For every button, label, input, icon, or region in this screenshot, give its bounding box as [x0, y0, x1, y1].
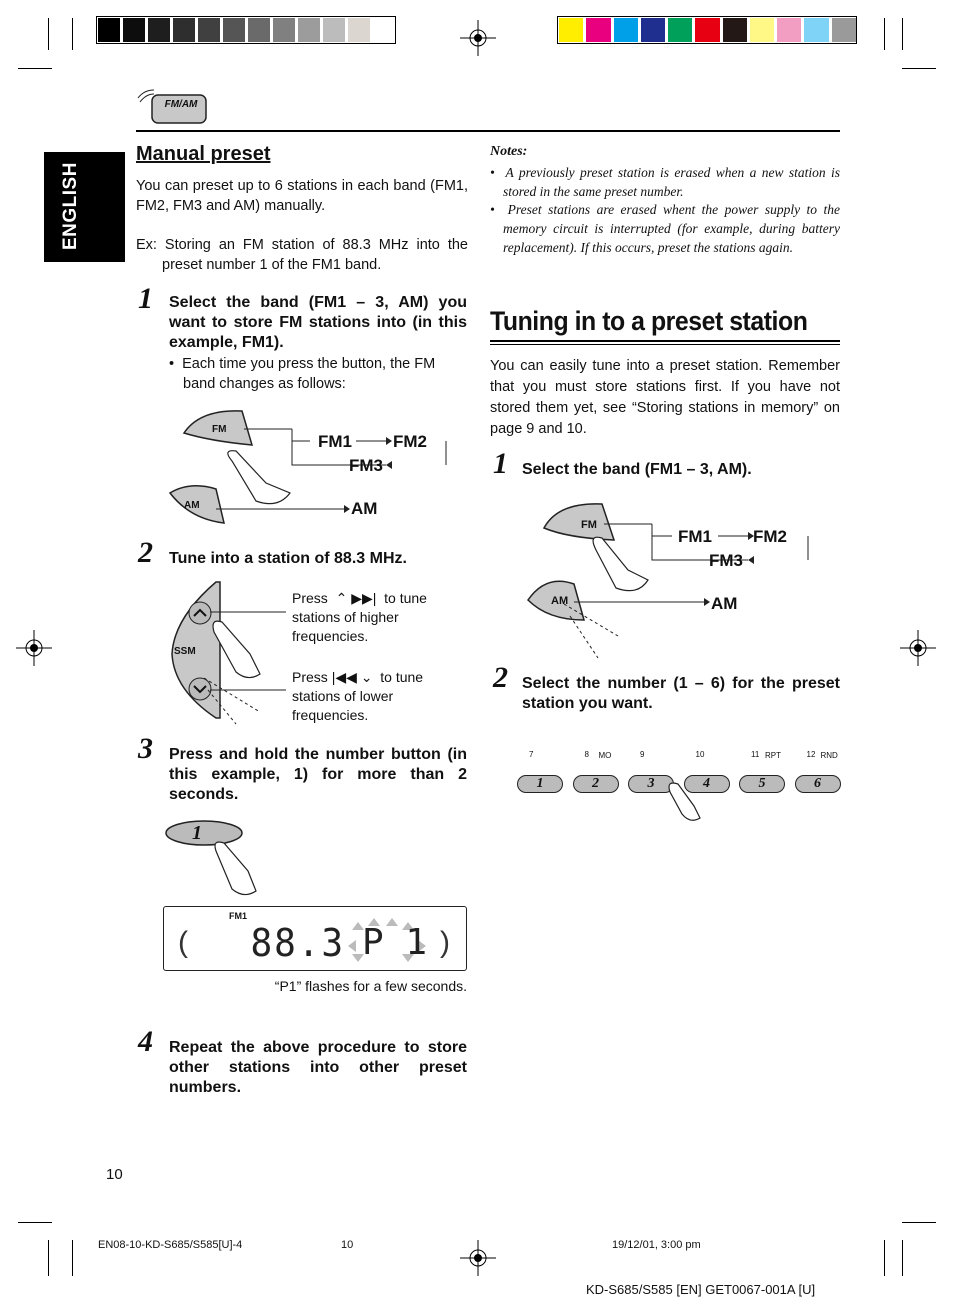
step-1-text: Select the band (FM1 – 3, AM) you want to store FM stations into (in this example, FM1). — [169, 294, 467, 351]
crop-mark — [902, 68, 936, 69]
crop-mark — [18, 68, 52, 69]
tuning-preset-title: Tuning in to a preset station — [490, 306, 808, 336]
crop-mark — [72, 1240, 73, 1276]
color-swatch — [248, 18, 270, 42]
crop-mark — [902, 1222, 936, 1223]
key-secondary-number: 10 — [695, 750, 705, 759]
lower-frequencies-label: stations of lower frequencies. — [292, 688, 394, 723]
key-secondary-number: 8 — [584, 750, 589, 759]
press-label: Press — [292, 669, 328, 685]
step-number: 1 — [138, 282, 153, 315]
preset-key-2[interactable]: 2 — [573, 775, 619, 793]
step-4-text: Repeat the above procedure to store other stations into other preset numbers. — [169, 1039, 467, 1096]
preset-key-3[interactable]: 3 — [628, 775, 674, 793]
key-secondary-number: 12 — [806, 750, 816, 759]
color-swatch — [614, 18, 638, 42]
right-step-1-text: Select the band (FM1 – 3, AM). — [522, 461, 752, 478]
color-swatch — [273, 18, 295, 42]
press-up-caption — [292, 589, 468, 646]
title-rule — [490, 344, 840, 345]
color-swatch — [695, 18, 719, 42]
color-swatch — [348, 18, 370, 42]
fm1-label: FM1 — [318, 432, 352, 451]
registration-mark — [900, 630, 936, 666]
language-label: ENGLISH — [60, 162, 81, 250]
crop-mark — [884, 18, 885, 50]
preset-key-4[interactable]: 4 — [684, 775, 730, 793]
bullet-text: Each time you press the button, the FM band changes as follows: — [182, 356, 436, 392]
step-number: 4 — [138, 1025, 153, 1058]
ssm-label: SSM — [174, 646, 196, 657]
crop-mark — [48, 18, 49, 50]
tuning-preset-intro: You can easily tune into a preset station. Remember that you must store stations first. If you have not stored them yet, see “Storing stations in memory” on page 9 and 10. — [490, 358, 840, 437]
am-button-label: AM — [551, 595, 569, 607]
am-label: AM — [351, 499, 378, 518]
lcd-frequency: 88.3 — [250, 921, 346, 965]
fm-button-label: FM — [581, 519, 597, 531]
lcd-left-bracket-icon: ( — [178, 926, 188, 959]
fm3-label: FM3 — [349, 456, 383, 475]
step-number: 1 — [493, 447, 508, 480]
footer-file: EN08-10-KD-S685/S585[U]-4 — [98, 1239, 243, 1251]
registration-mark — [16, 630, 52, 666]
color-swatch — [804, 18, 828, 42]
note-item: • Preset stations are erased whent the power supply to the memory circuit is interrupted (for example, during battery replacement). If this occurs, preset the stations again. — [490, 202, 840, 255]
color-swatch — [98, 18, 120, 42]
lcd-band: FM1 — [229, 911, 247, 921]
footer-model: KD-S685/S585 [EN] GET0067-001A [U] — [586, 1282, 816, 1297]
color-swatch — [750, 18, 774, 42]
key-secondary-number: 11 — [751, 750, 760, 759]
preset-key-label: 1 — [192, 822, 202, 844]
lcd-right-bracket-icon: ) — [440, 926, 450, 959]
color-swatch — [832, 18, 856, 42]
page-number: 10 — [106, 1166, 123, 1183]
step-number: 2 — [493, 661, 508, 694]
up-skip-icon: ⌃ ▶▶| — [331, 590, 381, 606]
to-tune-label: to tune — [384, 590, 427, 606]
color-swatch — [223, 18, 245, 42]
down-skip-icon: |◀◀ ⌄ — [331, 669, 377, 685]
note-text: Preset stations are erased whent the power supply to the memory circuit is interrupted (for example, during battery replacement). If this occurs, preset the stations again. — [503, 202, 840, 255]
crop-mark — [902, 18, 903, 50]
crop-mark — [884, 1240, 885, 1276]
crop-mark — [18, 1222, 52, 1223]
note-text: A previously preset station is erased when a new station is stored in the same preset number. — [503, 165, 840, 199]
color-swatch — [323, 18, 345, 42]
press-label: Press — [292, 590, 328, 606]
note-item: • A previously preset station is erased when a new station is stored in the same preset number. — [490, 165, 840, 199]
step-number: 3 — [138, 732, 153, 765]
key-function-label: MO — [598, 751, 612, 760]
registration-mark — [460, 1240, 496, 1276]
footer-date: 19/12/01, 3:00 pm — [612, 1239, 701, 1251]
crop-mark — [72, 18, 73, 50]
header-rule — [136, 130, 840, 132]
press-down-caption — [292, 668, 468, 725]
lcd-caption: “P1” flashes for a few seconds. — [274, 978, 467, 994]
preset-key-6[interactable]: 6 — [795, 775, 841, 793]
band-button-diagram — [160, 405, 460, 535]
fm-am-badge-label: FM/AM — [164, 99, 198, 110]
color-swatch — [559, 18, 583, 42]
color-swatch — [723, 18, 747, 42]
crop-mark — [48, 1240, 49, 1276]
fm1-label: FM1 — [678, 527, 712, 546]
color-swatch — [173, 18, 195, 42]
manual-preset-title: Manual preset — [136, 143, 271, 165]
fm3-label: FM3 — [709, 551, 743, 570]
step-2-text: Tune into a station of 88.3 MHz. — [169, 550, 407, 567]
right-step-2-text: Select the number (1 – 6) for the preset station you want. — [522, 675, 840, 712]
manual-preset-example: Ex: Storing an FM station of 88.3 MHz into the preset number 1 of the FM1 band. — [136, 237, 468, 273]
key-secondary-number: 9 — [640, 750, 645, 759]
color-swatch — [198, 18, 220, 42]
preset-key-5[interactable]: 5 — [739, 775, 785, 793]
crop-mark — [902, 1240, 903, 1276]
color-swatch — [298, 18, 320, 42]
fm2-label: FM2 — [753, 527, 787, 546]
color-swatch — [641, 18, 665, 42]
step-1-bullet: • Each time you press the button, the FM band changes as follows: — [169, 356, 436, 392]
key-secondary-number: 7 — [529, 750, 534, 759]
higher-frequencies-label: stations of higher frequencies. — [292, 609, 399, 644]
lcd-preset: P 1 — [362, 922, 428, 963]
am-label: AM — [711, 594, 738, 613]
color-swatch — [668, 18, 692, 42]
fm2-label: FM2 — [393, 432, 427, 451]
footer-page: 10 — [341, 1239, 354, 1251]
color-swatch — [373, 18, 395, 42]
color-swatch — [586, 18, 610, 42]
fm-button-label: FM — [212, 424, 227, 435]
step-number: 2 — [138, 536, 153, 569]
manual-preset-intro: You can preset up to 6 stations in each band (FM1, FM2, FM3 and AM) manually. — [136, 178, 468, 214]
title-rule — [490, 340, 840, 342]
registration-mark — [460, 20, 496, 56]
finger-icon — [664, 780, 704, 822]
to-tune-label: to tune — [380, 669, 424, 685]
color-swatch — [123, 18, 145, 42]
preset-key-diagram — [164, 815, 264, 900]
color-swatch — [777, 18, 801, 42]
step-3-text: Press and hold the number button (in this example, 1) for more than 2 seconds. — [169, 746, 467, 803]
key-function-label: RND — [820, 751, 838, 760]
color-swatch — [148, 18, 170, 42]
band-button-diagram — [522, 500, 822, 660]
preset-key-1[interactable]: 1 — [517, 775, 563, 793]
notes-title: Notes: — [490, 144, 528, 159]
key-function-label: RPT — [765, 751, 781, 760]
am-button-label: AM — [184, 500, 200, 511]
